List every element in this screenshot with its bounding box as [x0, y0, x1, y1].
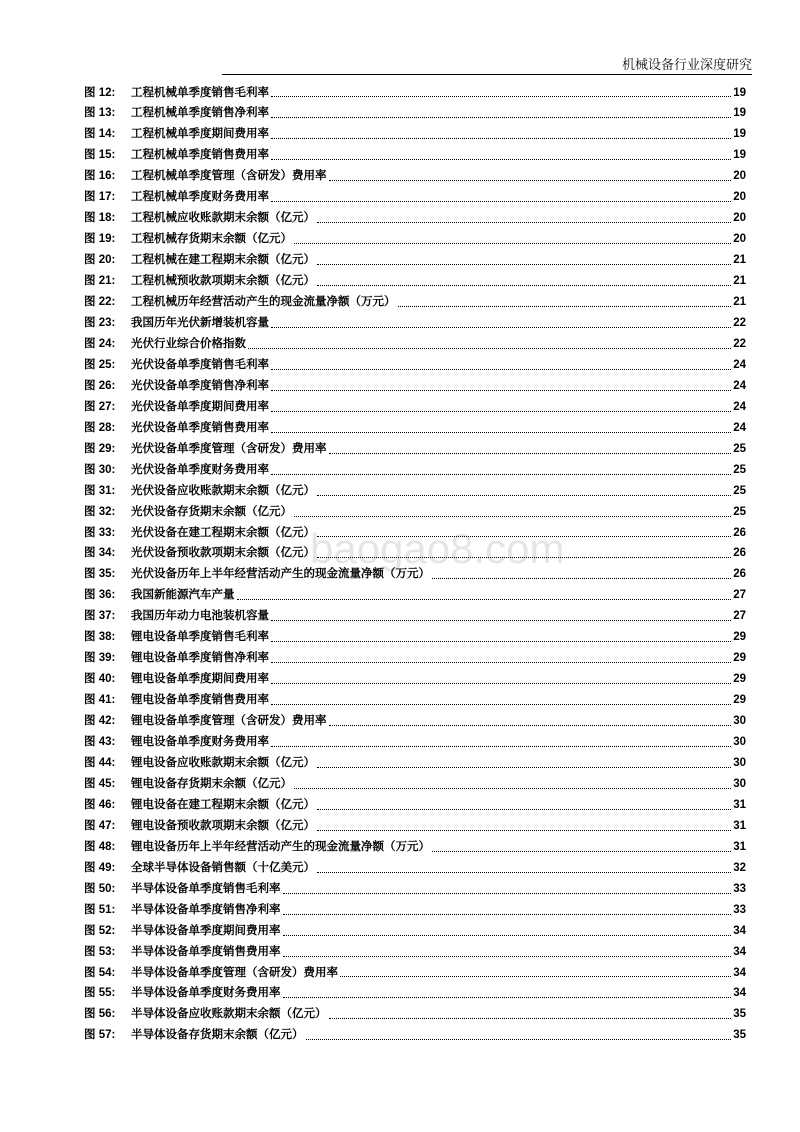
figure-number: 图 31:: [84, 484, 116, 497]
figure-title: 锂电设备单季度财务费用率: [131, 736, 269, 749]
dot-leader: [271, 201, 731, 202]
page-number: 25: [733, 505, 746, 518]
figure-number: 图 45:: [84, 777, 116, 790]
dot-leader: [271, 474, 731, 475]
dot-leader: [271, 620, 731, 621]
toc-entry[interactable]: [84, 439, 746, 460]
figure-title: 锂电设备在建工程期末余额（亿元）: [131, 798, 315, 811]
dot-leader: [271, 683, 731, 684]
toc-entry[interactable]: [84, 858, 746, 879]
figure-number: 图 38:: [84, 631, 116, 644]
toc-entry[interactable]: [84, 816, 746, 837]
figure-number: 图 25:: [84, 358, 116, 371]
figure-number: 图 47:: [84, 819, 116, 832]
page-number: 27: [733, 610, 746, 623]
page-number: 19: [733, 107, 746, 120]
page-number: 24: [733, 379, 746, 392]
figure-title: 半导体设备单季度销售费用率: [131, 945, 281, 958]
toc-entry[interactable]: [84, 481, 746, 502]
dot-leader: [271, 117, 731, 118]
figure-title: 全球半导体设备销售额（十亿美元）: [131, 861, 315, 874]
page-number: 21: [733, 254, 746, 267]
figure-title: 工程机械单季度销售毛利率: [131, 86, 269, 99]
dot-leader: [283, 914, 732, 915]
toc-entry[interactable]: [84, 648, 746, 669]
dot-leader: [432, 578, 731, 579]
figure-number: 图 32:: [84, 505, 116, 518]
dot-leader: [271, 746, 731, 747]
dot-leader: [306, 1039, 732, 1040]
toc-entry[interactable]: [84, 1025, 746, 1046]
list-of-figures: [84, 83, 746, 1047]
figure-number: 图 20:: [84, 254, 116, 267]
dot-leader: [271, 432, 731, 433]
figure-number: 图 48:: [84, 840, 116, 853]
figure-title: 光伏设备单季度期间费用率: [131, 400, 269, 413]
figure-number: 图 52:: [84, 924, 116, 937]
dot-leader: [271, 641, 731, 642]
page-number: 25: [733, 442, 746, 455]
dot-leader: [271, 411, 731, 412]
figure-number: 图 30:: [84, 463, 116, 476]
dot-leader: [271, 138, 731, 139]
toc-entry[interactable]: [84, 983, 746, 1004]
figure-title: 光伏设备单季度财务费用率: [131, 463, 269, 476]
dot-leader: [283, 935, 732, 936]
toc-entry[interactable]: [84, 753, 746, 774]
figure-number: 图 33:: [84, 526, 116, 539]
toc-entry[interactable]: [84, 606, 746, 627]
dot-leader: [432, 851, 731, 852]
page-number: 21: [733, 296, 746, 309]
toc-entry[interactable]: [84, 145, 746, 166]
dot-leader: [317, 767, 731, 768]
figure-number: 图 24:: [84, 337, 116, 350]
page-number: 31: [733, 840, 746, 853]
figure-number: 图 40:: [84, 673, 116, 686]
figure-title: 光伏设备在建工程期末余额（亿元）: [131, 526, 315, 539]
figure-number: 图 22:: [84, 296, 116, 309]
toc-entry[interactable]: [84, 900, 746, 921]
page-number: 24: [733, 400, 746, 413]
toc-entry[interactable]: [84, 879, 746, 900]
toc-entry[interactable]: [84, 963, 746, 984]
toc-entry[interactable]: [84, 83, 746, 104]
header-rule: [222, 74, 752, 75]
figure-title: 半导体设备存货期末余额（亿元）: [131, 1029, 304, 1042]
toc-entry[interactable]: [84, 502, 746, 523]
figure-title: 工程机械单季度期间费用率: [131, 128, 269, 141]
toc-entry[interactable]: [84, 418, 746, 439]
figure-title: 锂电设备应收账款期末余额（亿元）: [131, 757, 315, 769]
toc-entry[interactable]: [84, 355, 746, 376]
dot-leader: [294, 788, 731, 789]
figure-title: 光伏设备单季度销售毛利率: [131, 358, 269, 371]
dot-leader: [294, 516, 731, 517]
page-number: 20: [733, 212, 746, 225]
figure-title: 锂电设备单季度销售费用率: [131, 694, 269, 707]
toc-entry[interactable]: [84, 690, 746, 711]
figure-number: 图 19:: [84, 233, 116, 246]
page-number: 34: [733, 987, 746, 1000]
page-number: 34: [733, 924, 746, 937]
figure-number: 图 29:: [84, 442, 116, 455]
figure-number: 图 50:: [84, 882, 116, 895]
page-number: 24: [733, 421, 746, 434]
dot-leader: [271, 704, 731, 705]
figure-number: 图 28:: [84, 421, 116, 434]
figure-title: 锂电设备单季度期间费用率: [131, 673, 269, 686]
page-number: 33: [733, 903, 746, 916]
figure-number: 图 42:: [84, 715, 116, 728]
figure-title: 工程机械单季度销售净利率: [131, 107, 269, 120]
figure-number: 图 51:: [84, 903, 116, 916]
figure-title: 锂电设备单季度销售净利率: [131, 652, 269, 665]
toc-entry[interactable]: [84, 585, 746, 606]
page-number: 29: [733, 694, 746, 707]
page-number: 29: [733, 652, 746, 665]
figure-title: 工程机械单季度管理（含研发）费用率: [131, 170, 327, 183]
toc-entry[interactable]: [84, 187, 746, 208]
page-number: 33: [733, 882, 746, 895]
page-number: 24: [733, 358, 746, 371]
figure-title: 半导体设备单季度管理（含研发）费用率: [131, 966, 338, 979]
dot-leader: [317, 809, 731, 810]
toc-entry[interactable]: [84, 837, 746, 858]
figure-number: 图 13:: [84, 107, 116, 120]
toc-entry[interactable]: [84, 460, 746, 481]
figure-number: 图 21:: [84, 275, 116, 288]
figure-number: 图 53:: [84, 945, 116, 958]
toc-entry[interactable]: [84, 103, 746, 124]
figure-number: 图 23:: [84, 316, 116, 329]
dot-leader: [398, 306, 732, 307]
toc-entry[interactable]: [84, 523, 746, 544]
page-number: 29: [733, 631, 746, 644]
dot-leader: [248, 348, 731, 349]
figure-title: 工程机械单季度销售费用率: [131, 149, 269, 162]
figure-title: 我国新能源汽车产量: [131, 589, 235, 602]
figure-title: 半导体设备单季度期间费用率: [131, 924, 281, 937]
dot-leader: [294, 243, 731, 244]
toc-entry[interactable]: [84, 124, 746, 145]
dot-leader: [283, 997, 732, 998]
figure-number: 图 35:: [84, 568, 116, 581]
page-number: 19: [733, 149, 746, 162]
figure-title: 工程机械单季度财务费用率: [131, 191, 269, 204]
figure-number: 图 39:: [84, 652, 116, 665]
toc-entry[interactable]: [84, 397, 746, 418]
page-number: 20: [733, 191, 746, 204]
figure-title: 锂电设备预收款项期末余额（亿元）: [131, 819, 315, 832]
page-number: 35: [733, 1029, 746, 1042]
figure-number: 图 17:: [84, 191, 116, 204]
figure-number: 图 14:: [84, 128, 116, 141]
figure-number: 图 36:: [84, 589, 116, 602]
toc-entry[interactable]: [84, 795, 746, 816]
page-number: 31: [733, 819, 746, 832]
page-number: 31: [733, 798, 746, 811]
dot-leader: [317, 872, 731, 873]
figure-title: 光伏设备单季度管理（含研发）费用率: [131, 442, 327, 455]
figure-number: 图 46:: [84, 798, 116, 811]
figure-title: 半导体设备单季度财务费用率: [131, 987, 281, 1000]
page-number: 25: [733, 484, 746, 497]
page-number: 19: [733, 86, 746, 99]
dot-leader: [317, 830, 731, 831]
figure-title: 我国历年光伏新增装机容量: [131, 316, 269, 329]
figure-title: 工程机械存货期末余额（亿元）: [131, 233, 292, 246]
dot-leader: [271, 662, 731, 663]
toc-entry[interactable]: [84, 334, 746, 355]
figure-number: 图 55:: [84, 987, 116, 1000]
figure-number: 图 15:: [84, 149, 116, 162]
figure-number: 图 56:: [84, 1008, 116, 1021]
page-header-title: 机械设备行业深度研究: [621, 57, 752, 72]
figure-number: 图 12:: [84, 86, 116, 99]
toc-entry[interactable]: [84, 313, 746, 334]
page-number: 29: [733, 673, 746, 686]
page-number: 21: [733, 275, 746, 288]
figure-number: 图 37:: [84, 610, 116, 623]
dot-leader: [237, 599, 732, 600]
page-number: 30: [733, 757, 746, 769]
figure-number: 图 44:: [84, 757, 116, 769]
toc-entry[interactable]: [84, 774, 746, 795]
toc-entry[interactable]: [84, 376, 746, 397]
dot-leader: [317, 264, 731, 265]
page-number: 20: [733, 233, 746, 246]
dot-leader: [283, 956, 732, 957]
dot-leader: [329, 180, 732, 181]
page-number: 22: [733, 337, 746, 350]
dot-leader: [329, 725, 732, 726]
toc-entry[interactable]: [84, 627, 746, 648]
dot-leader: [271, 159, 731, 160]
toc-entry[interactable]: [84, 942, 746, 963]
page-number: 19: [733, 128, 746, 141]
toc-entry[interactable]: [84, 292, 746, 313]
figure-title: 光伏设备存货期末余额（亿元）: [131, 505, 292, 518]
dot-leader: [329, 453, 732, 454]
page-number: 22: [733, 316, 746, 329]
figure-number: 图 43:: [84, 736, 116, 749]
figure-title: 半导体设备应收账款期末余额（亿元）: [131, 1008, 327, 1021]
page-number: 30: [733, 715, 746, 728]
figure-number: 图 18:: [84, 212, 116, 225]
figure-number: 图 57:: [84, 1029, 116, 1042]
page-number: 35: [733, 1008, 746, 1021]
figure-title: 半导体设备单季度销售毛利率: [131, 882, 281, 895]
page-number: 26: [733, 547, 746, 560]
dot-leader: [329, 1018, 732, 1019]
toc-entry[interactable]: [84, 250, 746, 271]
figure-title: 工程机械应收账款期末余额（亿元）: [131, 212, 315, 225]
dot-leader: [271, 390, 731, 391]
toc-entry[interactable]: [84, 208, 746, 229]
toc-entry[interactable]: [84, 543, 746, 564]
figure-title: 锂电设备单季度管理（含研发）费用率: [131, 715, 327, 728]
figure-title: 半导体设备单季度销售净利率: [131, 903, 281, 916]
figure-number: 图 41:: [84, 694, 116, 707]
page-number: 34: [733, 945, 746, 958]
page-number: 34: [733, 966, 746, 979]
figure-number: 图 49:: [84, 861, 116, 874]
dot-leader: [317, 557, 731, 558]
dot-leader: [317, 536, 731, 537]
figure-title: 光伏设备单季度销售净利率: [131, 379, 269, 392]
figure-title: 光伏行业综合价格指数: [131, 337, 246, 350]
figure-title: 工程机械预收款项期末余额（亿元）: [131, 275, 315, 288]
figure-number: 图 54:: [84, 966, 116, 979]
figure-title: 锂电设备存货期末余额（亿元）: [131, 777, 292, 790]
page-number: 26: [733, 526, 746, 539]
figure-title: 光伏设备应收账款期末余额（亿元）: [131, 484, 315, 497]
page-number: 30: [733, 736, 746, 749]
dot-leader: [317, 495, 731, 496]
page-number: 26: [733, 568, 746, 581]
toc-entry[interactable]: [84, 564, 746, 585]
page-number: 32: [733, 861, 746, 874]
dot-leader: [317, 222, 731, 223]
toc-entry[interactable]: [84, 711, 746, 732]
figure-title: 工程机械在建工程期末余额（亿元）: [131, 254, 315, 267]
figure-title: 锂电设备单季度销售毛利率: [131, 631, 269, 644]
figure-title: 光伏设备单季度销售费用率: [131, 421, 269, 434]
dot-leader: [271, 369, 731, 370]
toc-entry[interactable]: [84, 1004, 746, 1025]
figure-title: 我国历年动力电池装机容量: [131, 610, 269, 623]
toc-entry[interactable]: [84, 271, 746, 292]
page-number: 20: [733, 170, 746, 183]
toc-entry[interactable]: [84, 921, 746, 942]
figure-title: 工程机械历年经营活动产生的现金流量净额（万元）: [131, 296, 396, 309]
page-number: 25: [733, 463, 746, 476]
dot-leader: [283, 893, 732, 894]
figure-title: 光伏设备预收款项期末余额（亿元）: [131, 547, 315, 560]
watermark: baogao8.com: [310, 525, 565, 572]
dot-leader: [340, 976, 731, 977]
figure-title: 光伏设备历年上半年经营活动产生的现金流量净额（万元）: [131, 568, 430, 581]
toc-entry[interactable]: [84, 732, 746, 753]
figure-number: 图 26:: [84, 379, 116, 392]
figure-title: 锂电设备历年上半年经营活动产生的现金流量净额（万元）: [131, 840, 430, 853]
dot-leader: [271, 327, 731, 328]
dot-leader: [317, 285, 731, 286]
page-number: 30: [733, 777, 746, 790]
figure-number: 图 16:: [84, 170, 116, 183]
toc-entry[interactable]: [84, 166, 746, 187]
dot-leader: [271, 96, 731, 97]
toc-entry[interactable]: [84, 669, 746, 690]
toc-entry[interactable]: [84, 229, 746, 250]
figure-number: 图 27:: [84, 400, 116, 413]
figure-number: 图 34:: [84, 547, 116, 560]
page-number: 27: [733, 589, 746, 602]
